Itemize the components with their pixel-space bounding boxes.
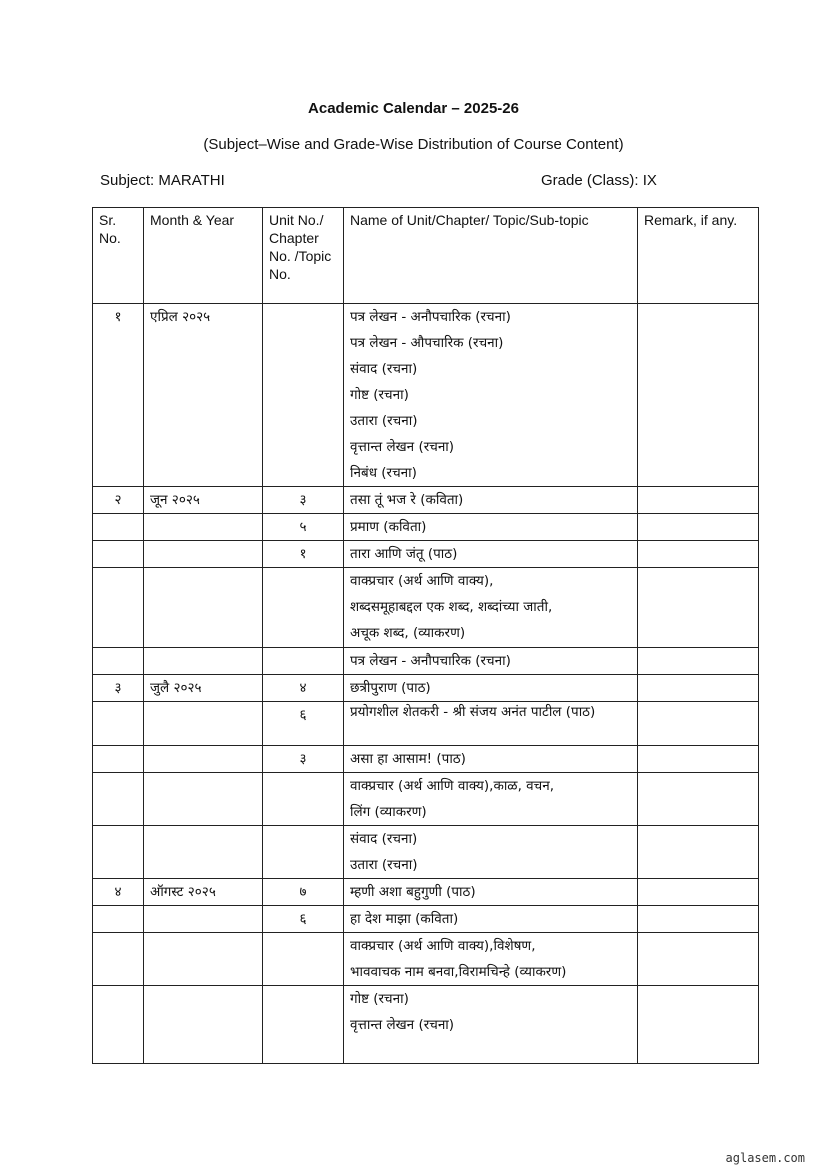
- table-row: [93, 986, 759, 1064]
- cell-month-year: [144, 514, 263, 541]
- cell-month-year: जुलै २०२५: [144, 675, 263, 702]
- cell-sr-no: [93, 702, 144, 746]
- cell-topic: [344, 487, 638, 514]
- topic-line: छत्रीपुराण (पाठ): [350, 680, 431, 696]
- cell-sr-no: [93, 906, 144, 933]
- cell-unit-no: ६: [263, 906, 344, 933]
- topic-line: प्रमाण (कविता): [350, 519, 427, 535]
- cell-sr-no: १: [93, 304, 144, 487]
- grade-label: Grade (Class): IX: [541, 172, 657, 189]
- cell-month-year: [144, 541, 263, 568]
- table-row: [93, 568, 759, 648]
- table-row: [93, 541, 759, 568]
- topic-line: गोष्ट (रचना): [350, 387, 409, 403]
- topic-line: अचूक शब्द, (व्याकरण): [350, 625, 466, 641]
- table-row: [93, 773, 759, 826]
- cell-unit-no: ६: [263, 702, 344, 746]
- cell-month-year: ऑगस्ट २०२५: [144, 879, 263, 906]
- cell-unit-no: [263, 986, 344, 1064]
- cell-topic: [344, 541, 638, 568]
- topic-line: म्हणी अशा बहुगुणी (पाठ): [350, 884, 476, 900]
- cell-remark: [638, 541, 759, 568]
- topic-line: वाक्प्रचार (अर्थ आणि वाक्य),काळ, वचन,: [350, 778, 555, 794]
- cell-remark: [638, 568, 759, 648]
- cell-sr-no: [93, 986, 144, 1064]
- col-header-unit: Unit No./ Chapter No. /Topic No.: [263, 208, 344, 304]
- cell-unit-no: ३: [263, 746, 344, 773]
- cell-topic: [344, 568, 638, 648]
- cell-month-year: जून २०२५: [144, 487, 263, 514]
- cell-topic: [344, 514, 638, 541]
- watermark: aglasem.com: [725, 1151, 805, 1165]
- cell-remark: [638, 773, 759, 826]
- topic-line: भाववाचक नाम बनवा,विरामचिन्हे (व्याकरण): [350, 964, 567, 980]
- cell-topic: [344, 826, 638, 879]
- cell-month-year: [144, 648, 263, 675]
- cell-month-year: [144, 933, 263, 986]
- cell-sr-no: [93, 933, 144, 986]
- cell-unit-no: [263, 304, 344, 487]
- cell-unit-no: ४: [263, 675, 344, 702]
- table-row: [93, 304, 759, 487]
- cell-topic: [344, 773, 638, 826]
- table-row: [93, 514, 759, 541]
- cell-unit-no: [263, 648, 344, 675]
- cell-remark: [638, 514, 759, 541]
- cell-topic: [344, 986, 638, 1064]
- cell-month-year: एप्रिल २०२५: [144, 304, 263, 487]
- cell-topic: [344, 702, 638, 746]
- table-row: [93, 675, 759, 702]
- cell-unit-no: [263, 826, 344, 879]
- cell-month-year: [144, 906, 263, 933]
- cell-sr-no: [93, 826, 144, 879]
- cell-unit-no: [263, 568, 344, 648]
- cell-sr-no: २: [93, 487, 144, 514]
- topic-line: वृत्तान्त लेखन (रचना): [350, 1017, 455, 1033]
- topic-line: संवाद (रचना): [350, 361, 418, 377]
- table-row: [93, 826, 759, 879]
- cell-sr-no: [93, 568, 144, 648]
- cell-remark: [638, 906, 759, 933]
- cell-remark: [638, 675, 759, 702]
- cell-month-year: [144, 568, 263, 648]
- topic-line: हा देश माझा (कविता): [350, 911, 459, 927]
- topic-line: असा हा आसाम! (पाठ): [350, 751, 466, 767]
- cell-unit-no: ५: [263, 514, 344, 541]
- col-header-topic: Name of Unit/Chapter/ Topic/Sub-topic: [344, 208, 638, 304]
- cell-sr-no: [93, 514, 144, 541]
- col-header-sr: Sr. No.: [93, 208, 144, 304]
- table-row: [93, 648, 759, 675]
- cell-month-year: [144, 826, 263, 879]
- table-body: [93, 304, 759, 1064]
- cell-sr-no: ३: [93, 675, 144, 702]
- cell-sr-no: [93, 541, 144, 568]
- topic-line: संवाद (रचना): [350, 831, 418, 847]
- cell-remark: [638, 826, 759, 879]
- topic-line: निबंध (रचना): [350, 465, 417, 481]
- cell-month-year: [144, 986, 263, 1064]
- document-title: Academic Calendar – 2025-26: [308, 100, 519, 117]
- cell-month-year: [144, 773, 263, 826]
- table-row: [93, 487, 759, 514]
- cell-sr-no: [93, 746, 144, 773]
- cell-remark: [638, 986, 759, 1064]
- cell-topic: [344, 933, 638, 986]
- table-row: [93, 933, 759, 986]
- table-row: [93, 702, 759, 746]
- cell-unit-no: ३: [263, 487, 344, 514]
- cell-remark: [638, 648, 759, 675]
- cell-sr-no: [93, 773, 144, 826]
- topic-line: गोष्ट (रचना): [350, 991, 409, 1007]
- calendar-table: [92, 207, 759, 1064]
- cell-topic: [344, 675, 638, 702]
- subject-label: Subject: MARATHI: [100, 172, 225, 189]
- table-row: [93, 746, 759, 773]
- table-header-row: [93, 208, 759, 304]
- topic-line: वृत्तान्त लेखन (रचना): [350, 439, 455, 455]
- topic-line: उतारा (रचना): [350, 857, 418, 873]
- topic-line: तसा तूं भज रे (कविता): [350, 492, 464, 508]
- topic-line: पत्र लेखन - अनौपचारिक (रचना): [350, 653, 511, 669]
- cell-remark: [638, 487, 759, 514]
- col-header-month: Month & Year: [144, 208, 263, 304]
- cell-topic: [344, 648, 638, 675]
- col-header-remark: Remark, if any.: [638, 208, 759, 304]
- cell-unit-no: १: [263, 541, 344, 568]
- cell-remark: [638, 879, 759, 906]
- document-subtitle: (Subject–Wise and Grade-Wise Distribution of Course Content): [203, 136, 624, 153]
- cell-sr-no: [93, 648, 144, 675]
- topic-line: तारा आणि जंतू (पाठ): [350, 546, 458, 562]
- topic-line: वाक्प्रचार (अर्थ आणि वाक्य),विशेषण,: [350, 938, 536, 954]
- table-row: [93, 879, 759, 906]
- cell-unit-no: ७: [263, 879, 344, 906]
- cell-remark: [638, 746, 759, 773]
- cell-unit-no: [263, 773, 344, 826]
- cell-unit-no: [263, 933, 344, 986]
- cell-remark: [638, 304, 759, 487]
- topic-line: लिंग (व्याकरण): [350, 804, 427, 820]
- topic-line: पत्र लेखन - अनौपचारिक (रचना): [350, 309, 511, 325]
- topic-line: प्रयोगशील शेतकरी - श्री संजय अनंत पाटील (पाठ): [350, 704, 596, 720]
- cell-topic: [344, 906, 638, 933]
- cell-topic: [344, 879, 638, 906]
- cell-remark: [638, 933, 759, 986]
- cell-remark: [638, 702, 759, 746]
- table-row: [93, 906, 759, 933]
- cell-sr-no: ४: [93, 879, 144, 906]
- topic-line: वाक्प्रचार (अर्थ आणि वाक्य),: [350, 573, 494, 589]
- cell-topic: [344, 304, 638, 487]
- cell-topic: [344, 746, 638, 773]
- cell-month-year: [144, 746, 263, 773]
- topic-line: उतारा (रचना): [350, 413, 418, 429]
- topic-line: शब्दसमूहाबद्दल एक शब्द, शब्दांच्या जाती,: [350, 599, 553, 615]
- cell-month-year: [144, 702, 263, 746]
- topic-line: पत्र लेखन - औपचारिक (रचना): [350, 335, 504, 351]
